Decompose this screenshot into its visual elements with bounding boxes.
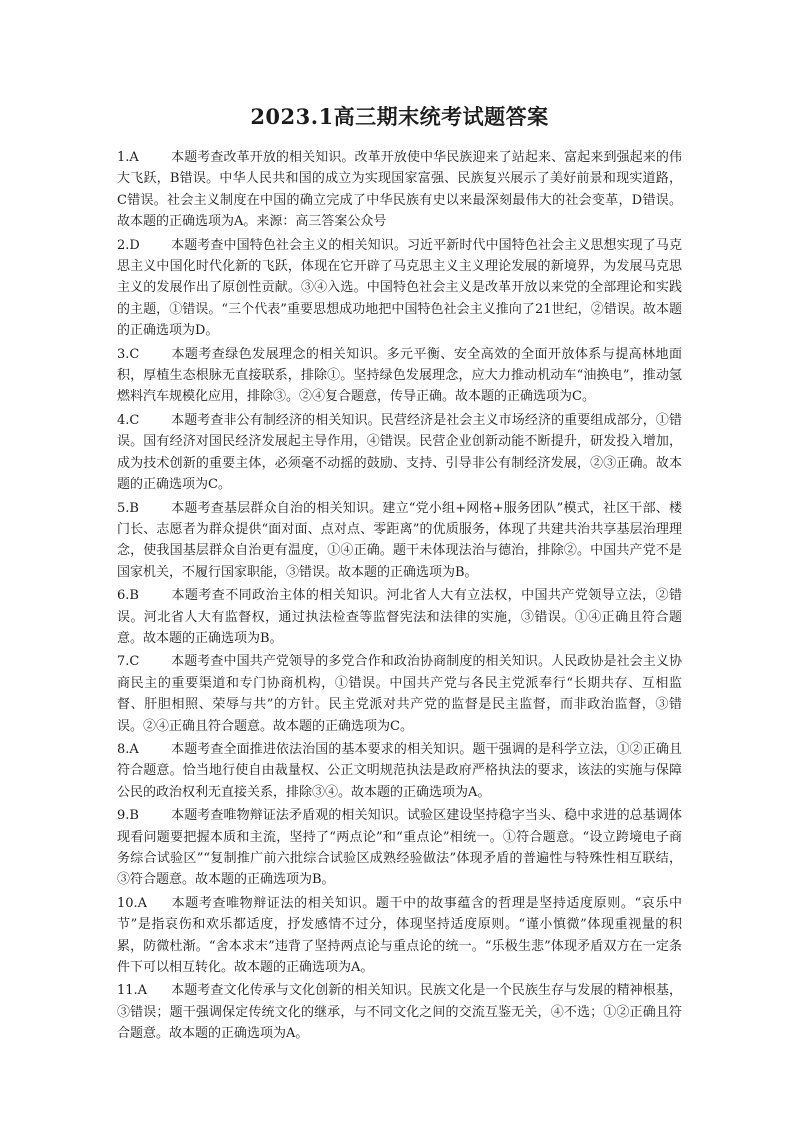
answer-explanation: 本题考查非公有制经济的相关知识。民营经济是社会主义市场经济的重要组成部分，①错误。国有经济对国民经济发展起主导作用，④错误。民营企业创新动能不断提升，研发投入增加，成为技术创新的重要主体，必须毫不动摇的鼓励、支持、引导非公有制经济发展，②③正确。故本题的正确选项为C。 <box>117 412 682 493</box>
answer-item <box>117 585 682 649</box>
answer-item <box>117 344 682 408</box>
answer-item <box>117 498 682 584</box>
answer-number: 5.B <box>117 500 139 516</box>
answer-explanation: 本题考查中国特色社会主义的相关知识。习近平新时代中国特色社会主义思想实现了马克思主义中国化时代化新的飞跃，体现在它开辟了马克思主义主义理论发展的新境界，为发展马克思主义的发展作出了原创性贡献。③④入选。中国特色社会主义是改革开放以来党的全部理论和实践的主题，①错误。“三个代表”重要思想成功地把中国特色社会主义推向了21世纪，②错误。故本题的正确选项为D。 <box>117 237 682 339</box>
answer-number: 9.B <box>117 808 139 824</box>
answer-number: 2.D <box>117 237 140 253</box>
answer-number: 1.A <box>117 150 139 165</box>
answer-list <box>117 147 682 1045</box>
answer-item <box>117 651 682 737</box>
answer-number: 11.A <box>117 983 148 999</box>
answer-number: 10.A <box>117 895 148 911</box>
answer-explanation: 本题考查基层群众自治的相关知识。建立“党小组+网格+服务团队”模式，社区干部、楼门长、志愿者为群众提供“面对面、点对点、零距离”的优质服务，体现了共建共治共享基层治理理念，使我国基层群众自治更有温度，①④正确。题干未体现法治与德治，排除②。中国共产党不是国家机关，不履行国家职能，③错误。故本题的正确选项为B。 <box>117 500 682 580</box>
answer-explanation: 本题考查绿色发展理念的相关知识。多元平衡、安全高效的全面开放体系与提高林地面积，厚植生态根脉无直接联系，排除①。坚持绿色发展理念，应大力推动机动车“油换电”，推动氢燃料汽车规模化应用，排除③。②④复合题意，传导正确。故本题的正确选项为C。 <box>117 346 682 405</box>
answer-number: 7.C <box>117 654 140 670</box>
answer-explanation: 本题考查中国共产党领导的多党合作和政治协商制度的相关知识。人民政协是社会主义协商民主的重要渠道和专门协商机构，①错误。中国共产党与各民主党派奉行“长期共存、互相监督、肝胆相照、荣辱与共”的方针。民主党派对共产党的监督是民主监督，而非政治监督，③错误。②④正确且符合题意。故本题的正确选项为C。 <box>117 654 682 734</box>
answer-explanation: 本题考查唯物辩证法矛盾观的相关知识。试验区建设坚持稳字当头、稳中求进的总基调体现看问题要把握本质和主流，坚持了“两点论”和“重点论”相统一。①符合题意。“设立跨境电子商务综合试验区”“复制推广前六批综合试验区成熟经验做法”体现矛盾的普遍性与特殊性相互联结，③符合题意。故本题的正确选项为B。 <box>117 808 682 888</box>
answer-number: 4.C <box>117 412 140 428</box>
answer-item <box>117 410 682 496</box>
answer-number: 3.C <box>117 346 140 362</box>
answer-item <box>117 980 682 1044</box>
answer-explanation: 本题考查不同政治主体的相关知识。河北省人大有立法权，中国共产党领导立法，②错误。河北省人大有监督权，通过执法检查等监督宪法和法律的实施，③错误。①④正确且符合题意。故本题的正确选项为B。 <box>117 588 682 646</box>
answer-item <box>117 739 682 803</box>
answer-item <box>117 147 682 233</box>
answer-explanation: 本题考查唯物辩证法的相关知识。题干中的故事蕴含的哲理是坚持适度原则。“哀乐中节”是指哀伤和欢乐都适度，抒发感情不过分，体现坚持适度原则。“谨小慎微”体现重视量的积累，防微杜渐。“舍本求末”违背了坚持两点论与重点论的统一。“乐极生悲”体现矛盾双方在一定条件下可以相互转化。故本题的正确选项为A。 <box>117 895 682 976</box>
answer-explanation: 本题考查文化传承与文化创新的相关知识。民族文化是一个民族生存与发展的精神根基，③错误；题干强调保定传统文化的继承，与不同文化之间的交流互鉴无关，④不选；①②正确且符合题意。故本题的正确选项为A。 <box>117 983 682 1042</box>
answer-number: 6.B <box>117 588 139 604</box>
answer-explanation: 本题考查改革开放的相关知识。改革开放使中华民族迎来了站起来、富起来到强起来的伟大飞跃，B错误。中华人民共和国的成立为实现国家富强、民族复兴展示了美好前景和现实道路，C错误。社会主义制度在中国的确立完成了中华民族有史以来最深刻最伟大的社会变革，D错误。故本题的正确选项为A。来源：高三答案公众号 <box>117 150 682 230</box>
answer-explanation: 本题考查全面推进依法治国的基本要求的相关知识。题干强调的是科学立法，①②正确且符合题意。恰当地行使自由裁量权、公正文明规范执法是政府严格执法的要求，该法的实施与保障公民的政治权利无直接关系，排除③④。故本题的正确选项为A。 <box>117 741 682 800</box>
answer-item <box>117 235 682 342</box>
answer-item <box>117 805 682 891</box>
document-title: 2023.1高三期末统考试题答案 <box>250 104 549 129</box>
answer-number: 8.A <box>117 741 139 757</box>
answer-item <box>117 893 682 979</box>
